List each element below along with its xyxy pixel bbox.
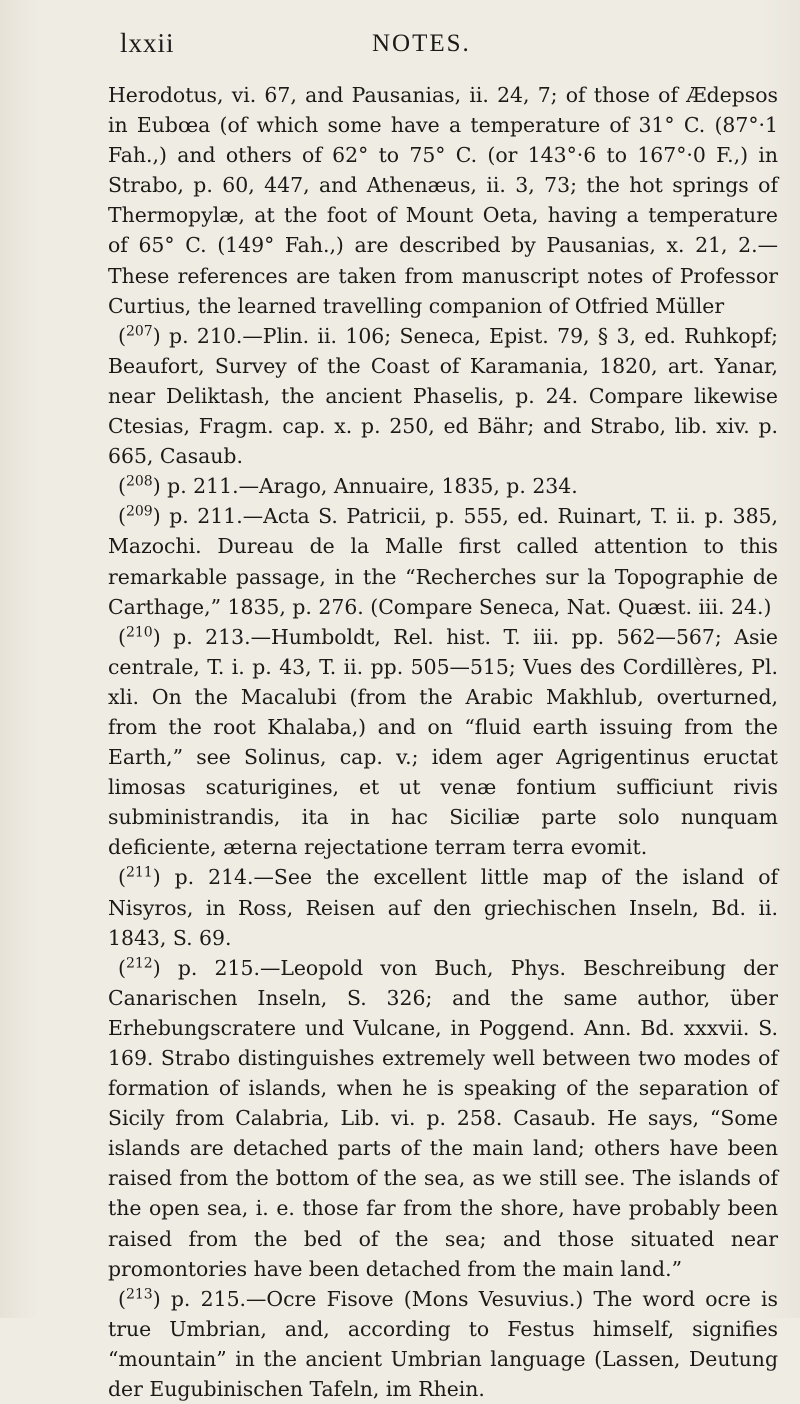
note-210: ($^{210}$) p. 213.—Humboldt, Rel. hist. T. iii. pp. 562—567; Asie centrale, T. i. p. 43, T. ii. pp. 505—515; Vues des Cordillères, Pl. xli. On the Macalubi (from the Arabic Makhlub, overturned, from the root Khalaba,) and on “fluid earth issuing from the Earth,” see Solinus, cap. v.; idem ager Agrigentinus eructat limosas scaturigines, et ut venæ fontium sufficiunt rivis subministrandis, ita in hac Siciliæ parte solo nunquam deficiente, æterna rejectatione terram terra evomit. (108, 624, 779, 860)
note-text: —Humboldt, Rel. hist. T. iii. pp. 562—567; Asie centrale, T. i. p. 43, T. ii. pp. 505—515; Vues des Cordillères, Pl. xli. On the Macalubi (from the Arabic Makhlub, overturned, from the root Khalaba,) and on “fluid earth issuing from the Earth,” see Solinus, cap. v.; idem ager Agrigentinus eructat limosas scaturigines, et ut venæ fontium sufficiunt rivis subministrandis, ita in hac Siciliæ parte solo nunquam deficiente, æterna rejectatione terram terra evomit. (108, 624, 779, 860)
note-marker: 211 (125, 864, 153, 881)
note-page-ref: p. 210. (169, 323, 243, 348)
note-page-ref: p. 213. (173, 624, 251, 649)
note-text: —Arago, Annuaire, 1835, p. 234. (238, 474, 578, 499)
note-208: ($^{208}$) p. 211.—Arago, Annuaire, 1835, p. 234. (118, 473, 578, 499)
note-marker: 208 (125, 473, 153, 490)
note-207: ($^{207}$) p. 210.—Plin. ii. 106; Seneca, Epist. 79, § 3, ed. Ruhkopf; Beaufort, Survey of the Coast of Karamania, 1820, art. Yanar, near Deliktash, the ancient Phaselis, p. 24. Compare likewise Ctesias, Fragm. cap. x. p. 250, ed Bähr; and Strabo, lib. xiv. p. 665, Casaub. (108, 323, 779, 469)
note-text: —See the excellent little map of the island of Nisyros, in Ross, Reisen auf den griechischen Inseln, Bd. ii. 1843, S. 69. (108, 865, 779, 950)
note-212: ($^{212}$) p. 215.—Leopold von Buch, Phys. Beschreibung der Canarischen Inseln, S. 326; and the same author, über Erhebungscratere und Vulcane, in Poggend. Ann. Bd. xxxvii. S. 169. Strabo distinguishes extremely well between two modes of formation of islands, when he is speaking of the separation of Sicily from Calabria, Lib. vi. p. 258. Casaub. He says, “Some islands are detached parts of the main land; others have been raised from the bottom of the sea, as we still see. The islands of the open sea, i. e. those far from the shore, have probably been raised from the bed of the sea; and those situated near promontories have been detached from the main land.” (108, 955, 778, 1281)
note-marker: 212 (125, 955, 153, 972)
page-header (108, 28, 778, 80)
note-marker: 209 (125, 503, 153, 520)
note-213: ($^{213}$) p. 215.—Ocre Fisove (Mons Vesuvius.) The word ocre is true Umbrian, and, according to Festus himself, signifies “mountain” in the ancient Umbrian language (Lassen, Deutung der Eugubinischen Tafeln, im Rhein. (108, 1286, 778, 1402)
note-text: —Plin. ii. 106; Seneca, Epist. 79, § 3, ed. Ruhkopf; Beaufort, Survey of the Coast of Karamania, 1820, art. Yanar, near Deliktash, the ancient Phaselis, p. 24. Compare likewise Ctesias, Fragm. cap. x. p. 250, ed Bähr; and Strabo, lib. xiv. p. 665, Casaub. (108, 323, 779, 469)
note-209: ($^{209}$) p. 211.—Acta S. Patricii, p. 555, ed. Ruinart, T. ii. p. 385, Mazochi. Dureau de la Malle first called attention to this remarkable passage, in the “Recherches sur la Topographie de Carthage,” 1835, p. 276. (Compare Seneca, Nat. Quæst. iii. 24.) (108, 503, 779, 619)
note-text: —Acta S. Patricii, p. 555, ed. Ruinart, T. ii. p. 385, Mazochi. Dureau de la Malle first called attention to this remarkable passage, in the “Recherches sur la Topographie de Carthage,” 1835, p. 276. (Compare Seneca, Nat. Quæst. iii. 24.) (108, 504, 779, 619)
note-page-ref: p. 211. (167, 474, 239, 499)
notes-body (108, 80, 778, 1404)
note-page-ref: p. 215. (170, 1286, 247, 1311)
note-page-ref: p. 214. (174, 865, 254, 890)
note-marker: 210 (125, 624, 153, 640)
note-text: —Ocre Fisove (Mons Vesuvius.) The word ocre is true Umbrian, and, according to Festus himself, signifies “mountain” in the ancient Umbrian language (Lassen, Deutung der Eugubinischen Tafeln, im Rhein. (108, 1286, 778, 1402)
note-marker: 213 (125, 1286, 153, 1303)
note-text: Herodotus, vi. 67, and Pausanias, ii. 24, 7; of those of Ædepsos in Eubœa (of which some have a temperature of 31° C. (87°·1 Fah.,) and others of 62° to 75° C. (or 143°·6 to 167°·0 F.,) in Strabo, p. 60, 447, and Athenæus, ii. 3, 73; the hot springs of Thermopylæ, at the foot of Mount Oeta, having a temperature of 65° C. (149° Fah.,) are described by Pausanias, x. 21, 2.—These references are taken from manuscript notes of Professor Curtius, the learned travelling companion of Otfried Müller (108, 83, 778, 318)
page-number: lxxii (120, 28, 175, 58)
note-continuation (108, 80, 778, 321)
note-page-ref: p. 215. (177, 955, 260, 980)
note-211: ($^{211}$) p. 214.—See the excellent little map of the island of Nisyros, in Ross, Reisen auf den griechischen Inseln, Bd. ii. 1843, S. 69. (108, 864, 779, 950)
note-marker: 207 (125, 323, 153, 340)
note-text: —Leopold von Buch, Phys. Beschreibung der Canarischen Inseln, S. 326; and the same author, über Erhebungscratere und Vulcane, in Poggend. Ann. Bd. xxxvii. S. 169. Strabo distinguishes extremely well between two modes of formation of islands, when he is speaking of the separation of Sicily from Calabria, Lib. vi. p. 258. Casaub. He says, “Some islands are detached parts of the main land; others have been raised from the bottom of the sea, as we still see. The islands of the open sea, i. e. those far from the shore, have probably been raised from the bed of the sea; and those situated near promontories have been detached from the main land.” (108, 955, 778, 1281)
running-head: NOTES. (372, 30, 471, 57)
note-page-ref: p. 211. (169, 504, 243, 529)
